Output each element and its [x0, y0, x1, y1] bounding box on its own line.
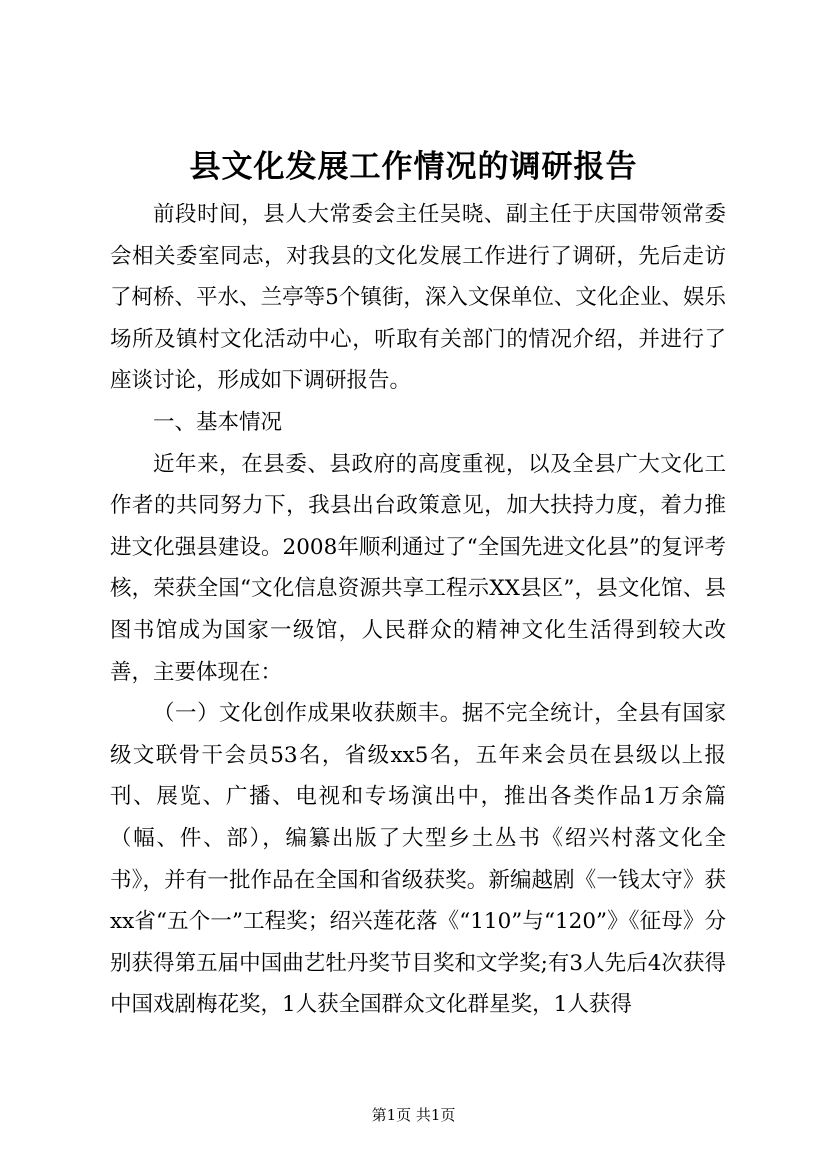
paragraph-intro: 前段时间，县人大常委会主任吴晓、副主任于庆国带领常委会相关委室同志，对我县的文化发展工作进行了调研，先后走访了柯桥、平水、兰亭等5个镇街，深入文保单位、文化企业、娱乐场所及镇村文化活动中心，听取有关部门的情况介绍，并进行了座谈讨论，形成如下调研报告。: [110, 202, 726, 394]
paragraph-overview: 近年来，在县委、县政府的高度重视，以及全县广大文化工作者的共同努力下，我县出台政策意见，加大扶持力度，着力推进文化强县建设。2008年顺利通过了“全国先进文化县”的复评考核，荣获全国“文化信息资源共享工程示XX县区”，县文化馆、县图书馆成为国家一级馆，人民群众的精神文化生活得到较大改善，主要体现在：: [110, 451, 726, 685]
page-footer: 第1页 共1页: [371, 1106, 456, 1124]
document-body: [110, 194, 726, 1026]
section-heading-basic-situation: 一、基本情况: [153, 409, 283, 435]
paragraph-creation-achievements: （一）文化创作成果收获颇丰。据不完全统计，全县有国家级文联骨干会员53名，省级xx5名，五年来会员在县级以上报刊、展览、广播、电视和专场演出中，推出各类作品1万余篇（幅、件、部），编纂出版了大型乡土丛书《绍兴村落文化全书》，并有一批作品在全国和省级获奖。新编越剧《一钱太守》获xx省“五个一”工程奖；绍兴莲花落《“110”与“120”》《征母》分别获得第五届中国曲艺牡丹奖节目奖和文学奖;有3人先后4次获得中国戏剧梅花奖，1人获全国群众文化群星奖，1人获得: [110, 701, 726, 1018]
document-title: 县文化发展工作情况的调研报告: [189, 149, 638, 185]
